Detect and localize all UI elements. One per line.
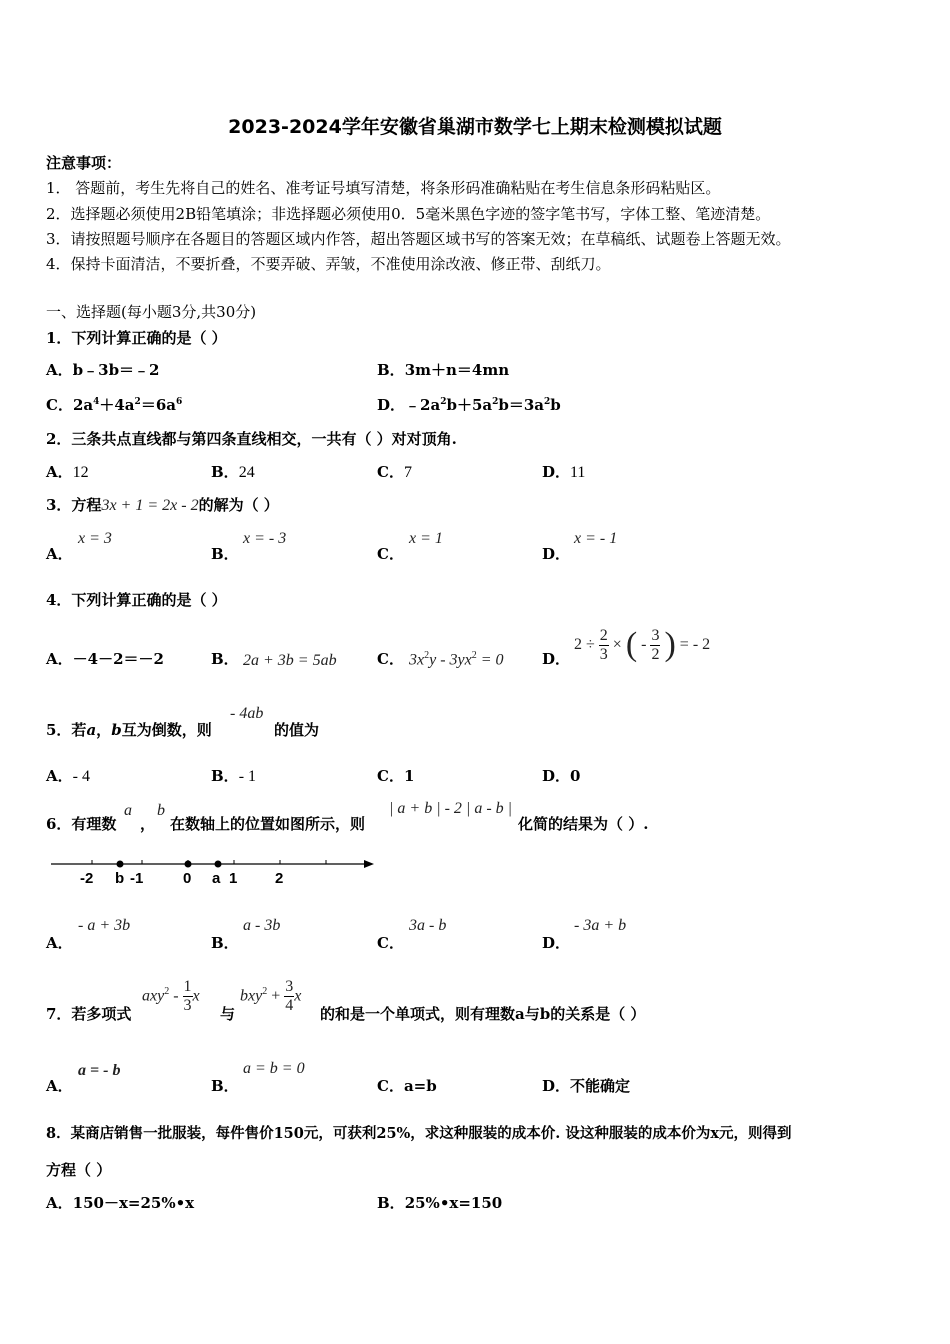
axis-label: -2 (80, 870, 94, 887)
q4-option-c: $3x^2y - 3yx^2 = 0$ (409, 650, 504, 669)
q7-option-b: a = b = 0 (243, 1060, 305, 1077)
question-8-stem-line2: 方程（ ） (46, 1161, 112, 1179)
q2-option-d: D．11 (542, 463, 586, 481)
q6-option-d: - 3a + b (574, 917, 627, 934)
q3-option-b: x = - 3 (243, 530, 287, 547)
q4-option-a: A．－4－2＝－2 (46, 650, 164, 668)
q7-option-a-label: A． (46, 1077, 73, 1095)
q6-option-d-label: D． (542, 934, 571, 952)
q3-option-c-label: C． (377, 545, 404, 563)
q2-option-a: A．12 (46, 463, 89, 481)
q7-stem-end: 的和是一个单项式，则有理数a与b的关系是（ ） (320, 1005, 646, 1023)
q4-option-b-label: B． (211, 650, 239, 668)
axis-label: 2 (275, 870, 284, 887)
q5-stem-end: 的值为 (274, 721, 320, 739)
axis-label: b (115, 870, 125, 887)
q1-option-b: B．3m＋n＝4mn (377, 361, 510, 379)
q3-option-b-label: B． (211, 545, 239, 563)
notice-item: 3．请按照题号顺序在各题目的答题区域内作答，超出答题区域书写的答案无效；在草稿纸、试题卷上答题无效。 (46, 230, 791, 248)
q3-option-d-label: D． (542, 545, 571, 563)
q6-option-b-label: B． (211, 934, 239, 952)
q6-stem-end: 化简的结果为（ ）. (518, 815, 649, 833)
q6-var-a: a (124, 802, 132, 819)
q3-option-d: x = - 1 (574, 530, 618, 547)
notice-item: 2．选择题必须使用2B铅笔填涂；非选择题必须使用0．5毫米黑色字迹的签字笔书写，字体工整、笔迹清楚。 (46, 205, 771, 223)
fraction: $\frac{3}{4}$ (285, 978, 294, 1014)
q6-sep: ， (140, 815, 156, 833)
q2-option-b: B．24 (211, 463, 255, 481)
q3-option-a: x = 3 (78, 530, 112, 547)
q7-polynomial-2: bxy$^2$ + $\frac{3}{4}$ x (240, 978, 302, 1014)
question-5-stem: 5．若a，b互为倒数，则 (46, 721, 212, 739)
question-4-stem: 4．下列计算正确的是（ ） (46, 591, 227, 609)
notice-item: 1． 答题前，考生先将自己的姓名、准考证号填写清楚，将条形码准确粘贴在考生信息条形码粘贴区。 (46, 179, 721, 197)
q7-with: 与 (220, 1005, 236, 1023)
notice-item: 4．保持卡面清洁，不要折叠，不要弄破、弄皱，不准使用涂改液、修正带、刮纸刀。 (46, 255, 611, 273)
q5-option-c: C．1 (377, 767, 415, 785)
q4-option-d: 2 ÷ $\frac{2}{3}$ × ( - $\frac{3}{2}$ ) = - 2 (574, 626, 711, 663)
q3-option-a-label: A． (46, 545, 73, 563)
q5-option-d: D．0 (542, 767, 581, 785)
q6-option-a-label: A． (46, 934, 73, 952)
axis-label: -1 (130, 870, 144, 887)
q6-option-c-label: C． (377, 934, 404, 952)
q6-option-c: 3a - b (409, 917, 447, 934)
q4-option-b: 2a + 3b = 5ab (243, 652, 337, 669)
fraction: $\frac{1}{3}$ (183, 978, 192, 1014)
number-line-arrow (364, 860, 374, 868)
page-title: 2023-2024学年安徽省巢湖市数学七上期末检测模拟试题 (228, 116, 722, 138)
q3-option-c: x = 1 (409, 530, 443, 547)
q7-polynomial-1: axy$^2$ - $\frac{1}{3}$ x (142, 978, 200, 1014)
axis-label: a (212, 870, 221, 887)
point-a (215, 861, 222, 868)
q7-option-b-label: B． (211, 1077, 239, 1095)
notice-heading: 注意事项： (46, 154, 122, 172)
point-0 (185, 861, 192, 868)
q6-var-b: b (157, 802, 165, 819)
q5-expression: - 4ab (230, 705, 264, 722)
fraction: $\frac{2}{3}$ (599, 626, 608, 663)
q4-option-d-label: D． (542, 650, 571, 668)
q8-option-b: B．25%•x=150 (377, 1194, 503, 1212)
q1-option-c: C．$2a^4+4a^2=6a^6$ (46, 396, 183, 414)
question-8-stem-line1: 8．某商店销售一批服装，每件售价150元，可获利25%，求这种服装的成本价. 设这种服装的成本价为x元，则得到 (46, 1125, 792, 1142)
axis-label: 1 (229, 870, 238, 887)
q7-option-a: a = - b (78, 1062, 121, 1079)
number-line-figure (46, 850, 386, 890)
question-7-stem-pre: 7．若多项式 (46, 1005, 132, 1023)
question-2-stem: 2．三条共点直线都与第四条直线相交，一共有（ ）对对顶角. (46, 430, 457, 448)
q4-option-c-label: C． (377, 650, 404, 668)
q7-option-d: D．不能确定 (542, 1077, 631, 1095)
q6-option-a: - a + 3b (78, 917, 131, 934)
q2-option-c: C．7 (377, 463, 412, 481)
q1-option-a: A．b﹣3b＝﹣2 (46, 361, 160, 379)
section-heading: 一、选择题(每小题3分,共30分) (46, 303, 257, 321)
q5-option-a: A．- 4 (46, 767, 90, 785)
question-6-stem-pre: 6．有理数 (46, 815, 117, 833)
question-1-stem: 1．下列计算正确的是（ ） (46, 329, 227, 347)
q6-stem-mid: 在数轴上的位置如图所示，则 (170, 815, 366, 833)
q7-option-c: C．a=b (377, 1077, 437, 1095)
axis-label: 0 (183, 870, 192, 887)
q5-option-b: B．- 1 (211, 767, 257, 785)
fraction: $\frac{3}{2}$ (651, 626, 660, 663)
question-3-stem: 3．方程3x + 1 = 2x - 2的解为（ ） (46, 496, 279, 514)
q1-option-d: D．$﹣2a^2b+5a^2b=3a^2b$ (377, 396, 561, 414)
q6-option-b: a - 3b (243, 917, 281, 934)
q8-option-a: A．150－x=25%•x (46, 1194, 195, 1212)
q6-expression: | a + b | - 2 | a - b | (389, 800, 513, 817)
point-b (117, 861, 124, 868)
